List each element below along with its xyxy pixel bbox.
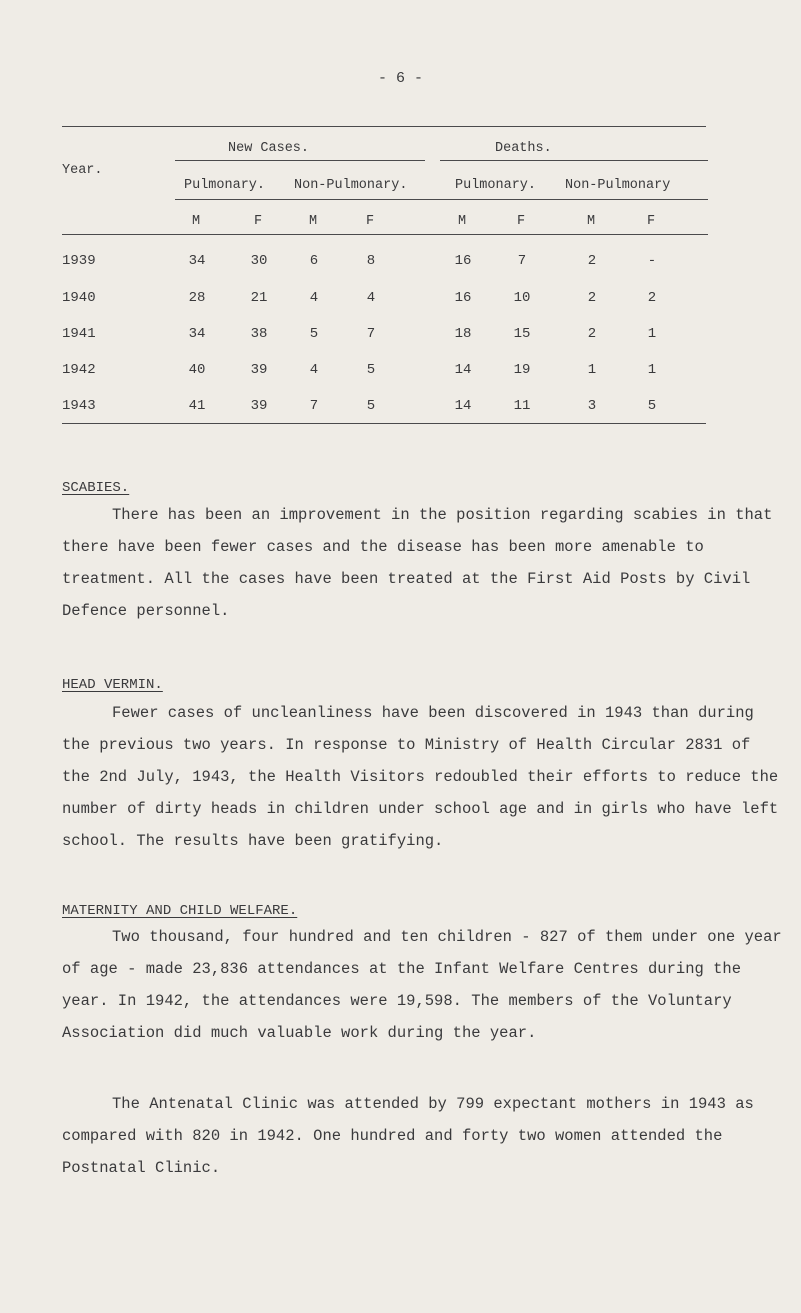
table-cell: 6 (309, 253, 319, 269)
subheader-rule (175, 199, 708, 200)
head-vermin-paragraph: Fewer cases of uncleanliness have been discovered in 1943 than during the previous two years. In response to Ministry of Health Circular 2831 of the 2nd July, 1943, the Health Visitors redoubled their efforts to reduce the number of dirty heads in children under school age and in girls who have left school. The results have been gratifying. (62, 704, 779, 850)
table-cell: - (647, 253, 657, 269)
sex-header-rule (62, 234, 708, 235)
page-number: - 6 - (377, 70, 423, 87)
table-cell: 15 (513, 326, 531, 342)
scabies-heading: SCABIES. (62, 480, 130, 496)
table-cell: 34 (188, 326, 206, 342)
table-cell: 4 (309, 362, 319, 378)
non-pulmonary-new-cases-header: Non-Pulmonary. (294, 178, 408, 193)
table-cell: 28 (188, 290, 206, 306)
table-cell: 21 (250, 290, 268, 306)
new-cases-rule (175, 160, 425, 161)
table-cell: 5 (366, 362, 376, 378)
table-cell: 11 (513, 398, 531, 414)
sex-label: F (517, 214, 526, 229)
table-cell: 7 (517, 253, 527, 269)
sex-label: M (458, 214, 467, 229)
table-cell: 3 (587, 398, 597, 414)
table-cell: 34 (188, 253, 206, 269)
table-cell: 39 (250, 398, 268, 414)
table-cell: 2 (587, 290, 597, 306)
table-cell: 2 (587, 253, 597, 269)
sex-label: F (254, 214, 263, 229)
maternity-heading: MATERNITY AND CHILD WELFARE. (62, 903, 298, 919)
maternity-paragraph-1: Two thousand, four hundred and ten children - 827 of them under one year of age - made 23,836 attendances at the Infant Welfare Centres during the year. In 1942, the attendances were 19,598. The members of the Voluntary Association did much valuable work during the year. (62, 928, 782, 1042)
table-cell: 4 (366, 290, 376, 306)
deaths-rule (440, 160, 708, 161)
new-cases-header: New Cases. (228, 141, 310, 156)
table-cell: 16 (454, 290, 472, 306)
sex-label: F (647, 214, 656, 229)
table-cell: 2 (587, 326, 597, 342)
year-cell: 1941 (62, 326, 96, 342)
table-cell: 1 (647, 362, 657, 378)
table-cell: 39 (250, 362, 268, 378)
year-cell: 1939 (62, 253, 96, 269)
year-cell: 1942 (62, 362, 96, 378)
head-vermin-heading: HEAD VERMIN. (62, 677, 163, 693)
table-cell: 4 (309, 290, 319, 306)
table-cell: 5 (647, 398, 657, 414)
maternity-paragraph-2: The Antenatal Clinic was attended by 799 expectant mothers in 1943 as compared with 820 in 1942. One hundred and forty two women attended the Postnatal Clinic. (62, 1095, 754, 1177)
year-header: Year. (62, 163, 103, 178)
deaths-header: Deaths. (495, 141, 552, 156)
sex-label: M (587, 214, 596, 229)
year-cell: 1940 (62, 290, 96, 306)
table-cell: 5 (309, 326, 319, 342)
table-cell: 41 (188, 398, 206, 414)
table-cell: 14 (454, 362, 472, 378)
table-cell: 5 (366, 398, 376, 414)
sex-label: M (192, 214, 201, 229)
table-cell: 1 (647, 326, 657, 342)
table-cell: 7 (366, 326, 376, 342)
table-cell: 14 (454, 398, 472, 414)
table-cell: 30 (250, 253, 268, 269)
table-cell: 40 (188, 362, 206, 378)
table-cell: 38 (250, 326, 268, 342)
table-cell: 10 (513, 290, 531, 306)
table-cell: 16 (454, 253, 472, 269)
pulmonary-deaths-header: Pulmonary. (455, 178, 537, 193)
table-cell: 18 (454, 326, 472, 342)
year-cell: 1943 (62, 398, 96, 414)
table-cell: 19 (513, 362, 531, 378)
pulmonary-new-cases-header: Pulmonary. (184, 178, 266, 193)
table-top-rule (62, 126, 706, 127)
table-cell: 7 (309, 398, 319, 414)
table-cell: 1 (587, 362, 597, 378)
table-cell: 2 (647, 290, 657, 306)
non-pulmonary-deaths-header: Non-Pulmonary (565, 178, 671, 193)
scabies-paragraph: There has been an improvement in the position regarding scabies in that there have been fewer cases and the disease has been more amenable to treatment. All the cases have been treated at the First Aid Posts by Civil Defence personnel. (62, 506, 773, 620)
sex-label: F (366, 214, 375, 229)
table-cell: 8 (366, 253, 376, 269)
sex-label: M (309, 214, 318, 229)
table-bottom-rule (62, 423, 706, 424)
